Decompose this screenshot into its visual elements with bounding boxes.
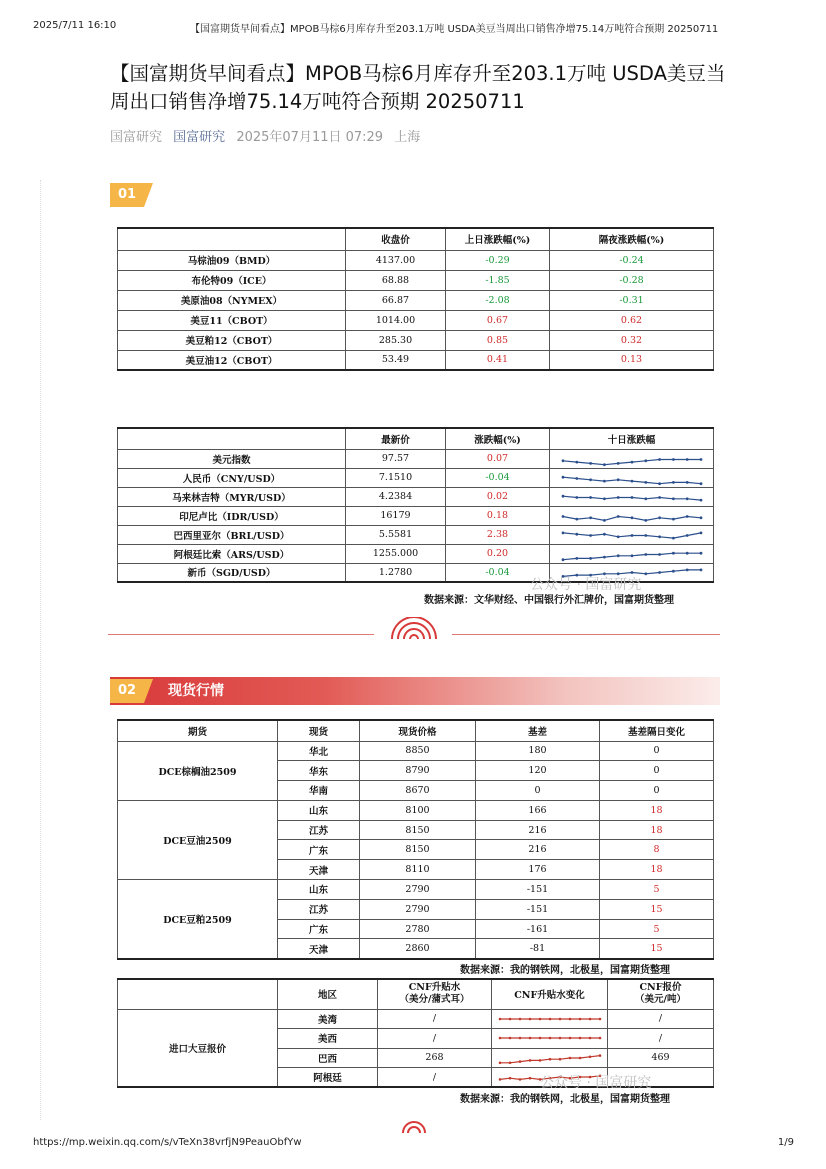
- premium-trend-point: [598, 1054, 601, 1057]
- futures-overnight-change-cell: 0.32: [550, 330, 714, 350]
- watermark-text: 公众号 · 国富研究: [530, 577, 642, 593]
- spot-basis-change-cell: 5: [600, 880, 714, 900]
- premium-trend-icon: [496, 1031, 604, 1045]
- fx-name-cell: 巴西里亚尔（BRL/USD）: [118, 525, 346, 544]
- futures-prev-change-cell: 0.41: [446, 350, 550, 370]
- futures-row: [118, 350, 714, 370]
- premium-trend-point: [518, 1037, 521, 1040]
- premium-trend-point: [528, 1059, 531, 1062]
- spot-basis-cell: 120: [476, 761, 600, 781]
- spot-contract-cell: DCE豆油2509: [118, 800, 278, 879]
- section-number-badge-2: 02: [110, 679, 144, 703]
- fx-name-cell: 印尼卢比（IDR/USD）: [118, 506, 346, 525]
- premium-trend-point: [588, 1037, 591, 1040]
- spot-header-basis: 基差: [476, 720, 600, 741]
- sparkline-point: [561, 531, 564, 534]
- premium-trend-point: [568, 1037, 571, 1040]
- sparkline-point: [644, 497, 647, 500]
- spot-region-cell: 华东: [278, 761, 360, 781]
- sparkline-point: [685, 551, 688, 554]
- futures-close-cell: 68.88: [346, 270, 446, 290]
- sparkline-point: [603, 555, 606, 558]
- premium-trend-point: [528, 1017, 531, 1020]
- page-left-guide: [40, 180, 41, 1120]
- spot-table: [117, 719, 714, 960]
- premium-trend-point: [568, 1017, 571, 1020]
- import-quote-cell: /: [608, 1009, 714, 1029]
- sparkline-point: [630, 516, 633, 519]
- sparkline-icon: [557, 508, 707, 524]
- sparkline-point: [575, 532, 578, 535]
- futures-name-cell: 马棕油09（BMD）: [118, 250, 346, 270]
- futures-name-cell: 美原油08（NYMEX）: [118, 290, 346, 310]
- fx-row: [118, 487, 714, 506]
- futures-header-overnight: 隔夜涨跌幅(%): [550, 228, 714, 250]
- spot-basis-cell: 216: [476, 840, 600, 860]
- print-page-number: 1/9: [777, 1137, 794, 1148]
- account-name-link[interactable]: 国富研究: [173, 130, 226, 145]
- print-url: https://mp.weixin.qq.com/s/vTeXn38vrfjN9PeauObfYw: [33, 1137, 302, 1148]
- sparkline-point: [616, 496, 619, 499]
- spot-contract-cell: DCE豆粕2509: [118, 880, 278, 959]
- futures-row: [118, 250, 714, 270]
- section-title: 现货行情: [168, 683, 224, 699]
- spot-row: [118, 741, 714, 761]
- divider-line-right: [452, 634, 720, 635]
- sparkline-point: [699, 531, 702, 534]
- fx-change-cell: 2.38: [446, 525, 550, 544]
- sparkline-point: [575, 477, 578, 480]
- import-header-cnf-quote: [608, 979, 714, 1009]
- fx-header-tenday: 十日涨跌幅: [550, 428, 714, 449]
- spot-basis-change-cell: 18: [600, 800, 714, 820]
- futures-table: [117, 227, 714, 371]
- premium-trend-point: [528, 1037, 531, 1040]
- sparkline-point: [685, 534, 688, 537]
- spot-basis-change-cell: 8: [600, 840, 714, 860]
- premium-trend-icon: [496, 1051, 604, 1065]
- import-region-cell: 阿根廷: [278, 1068, 378, 1088]
- sparkline-icon: [557, 527, 707, 543]
- fx-change-cell: -0.04: [446, 468, 550, 487]
- spot-basis-cell: 0: [476, 781, 600, 801]
- sparkline-point: [644, 481, 647, 484]
- spot-region-cell: 天津: [278, 860, 360, 880]
- premium-trend-point: [508, 1037, 511, 1040]
- fx-change-cell: 0.20: [446, 544, 550, 563]
- sparkline-point: [561, 558, 564, 561]
- sparkline-point: [589, 478, 592, 481]
- sparkline-point: [699, 458, 702, 461]
- sparkline-icon: [557, 451, 707, 467]
- futures-close-cell: 285.30: [346, 330, 446, 350]
- spot-region-cell: 江苏: [278, 820, 360, 840]
- spot-region-cell: 华南: [278, 781, 360, 801]
- sparkline-point: [575, 517, 578, 520]
- fx-sparkline-cell: [550, 506, 714, 525]
- sparkline-point: [589, 534, 592, 537]
- sparkline-point: [658, 571, 661, 574]
- spot-basis-change-cell: 15: [600, 939, 714, 959]
- fx-source-note: 数据来源：文华财经、中国银行外汇牌价，国富期货整理: [424, 595, 674, 606]
- sparkline-point: [603, 532, 606, 535]
- sparkline-point: [658, 458, 661, 461]
- sparkline-point: [575, 496, 578, 499]
- import-header-blank: [118, 979, 278, 1009]
- premium-trend-icon: [496, 1012, 604, 1026]
- premium-trend-point: [578, 1056, 581, 1059]
- sparkline-icon: [557, 546, 707, 562]
- spot-region-cell: 山东: [278, 800, 360, 820]
- spot-region-cell: 华北: [278, 741, 360, 761]
- import-quote-cell: /: [608, 1029, 714, 1049]
- sparkline-point: [603, 497, 606, 500]
- premium-trend-point: [538, 1037, 541, 1040]
- import-header-cnf-change: CNF升贴水变化: [492, 979, 608, 1009]
- fx-change-cell: -0.04: [446, 563, 550, 582]
- spot-price-cell: 8150: [360, 820, 476, 840]
- fx-table: [117, 427, 714, 583]
- sparkline-icon: [557, 489, 707, 505]
- sparkline-point: [685, 481, 688, 484]
- sparkline-point: [616, 462, 619, 465]
- premium-trend-point: [548, 1037, 551, 1040]
- premium-trend-point: [558, 1058, 561, 1061]
- import-header-region: 地区: [278, 979, 378, 1009]
- sparkline-point: [630, 479, 633, 482]
- section-number-badge: 01: [110, 183, 144, 207]
- spot-header-region: 现货: [278, 720, 360, 741]
- cloud-ornament-icon: [386, 617, 442, 641]
- spot-basis-cell: -151: [476, 899, 600, 919]
- premium-trend-point: [518, 1017, 521, 1020]
- sparkline-point: [644, 519, 647, 522]
- premium-trend-point: [598, 1017, 601, 1020]
- import-premium-cell: /: [378, 1068, 492, 1088]
- sparkline-point: [658, 516, 661, 519]
- fx-row: [118, 468, 714, 487]
- spot-source-note: 数据来源：我的钢铁网，北极星，国富期货整理: [460, 965, 670, 976]
- premium-trend-point: [598, 1037, 601, 1040]
- sparkline-point: [575, 460, 578, 463]
- cloud-ornament-icon-bottom: [400, 1117, 428, 1133]
- fx-row: [118, 525, 714, 544]
- futures-prev-change-cell: 0.67: [446, 310, 550, 330]
- premium-trend-point: [568, 1056, 571, 1059]
- fx-header-last: 最新价: [346, 428, 446, 449]
- divider-line-left: [108, 634, 374, 635]
- sparkline-point: [561, 459, 564, 462]
- fx-sparkline-cell: [550, 525, 714, 544]
- futures-overnight-change-cell: -0.31: [550, 290, 714, 310]
- article-meta: [110, 126, 427, 145]
- spot-price-cell: 8110: [360, 860, 476, 880]
- sparkline-point: [616, 515, 619, 518]
- sparkline-point: [699, 516, 702, 519]
- import-region-cell: 美西: [278, 1029, 378, 1049]
- fx-header-blank: [118, 428, 346, 449]
- futures-row: [118, 290, 714, 310]
- print-doc-title: 【国富期货早间看点】MPOB马棕6月库存升至203.1万吨 USDA美豆当周出口销售净增75.14万吨符合预期 20250711: [190, 24, 719, 35]
- fx-last-cell: 7.1510: [346, 468, 446, 487]
- fx-name-cell: 马来林吉特（MYR/USD）: [118, 487, 346, 506]
- spot-row: [118, 880, 714, 900]
- spot-basis-change-cell: 18: [600, 860, 714, 880]
- futures-close-cell: 1014.00: [346, 310, 446, 330]
- futures-close-cell: 53.49: [346, 350, 446, 370]
- import-label-cell: 进口大豆报价: [118, 1009, 278, 1087]
- fx-last-cell: 16179: [346, 506, 446, 525]
- futures-overnight-change-cell: 0.13: [550, 350, 714, 370]
- fx-last-cell: 97.57: [346, 449, 446, 468]
- fx-header-chg: 涨跌幅(%): [446, 428, 550, 449]
- futures-overnight-change-cell: 0.62: [550, 310, 714, 330]
- premium-trend-point: [558, 1037, 561, 1040]
- spot-basis-change-cell: 0: [600, 741, 714, 761]
- import-region-cell: 美湾: [278, 1009, 378, 1029]
- futures-header-blank: [118, 228, 346, 250]
- sparkline-point: [658, 482, 661, 485]
- print-header: [0, 20, 826, 36]
- futures-close-cell: 4137.00: [346, 250, 446, 270]
- sparkline-point: [658, 535, 661, 538]
- futures-close-cell: 66.87: [346, 290, 446, 310]
- spot-basis-cell: -81: [476, 939, 600, 959]
- import-header-cnf-premium-line2: （美分/蒲式耳）: [399, 994, 470, 1006]
- spot-price-cell: 8150: [360, 840, 476, 860]
- premium-trend-point: [558, 1017, 561, 1020]
- sparkline-point: [616, 554, 619, 557]
- sparkline-point: [699, 569, 702, 572]
- fx-last-cell: 1255.000: [346, 544, 446, 563]
- spot-basis-cell: -161: [476, 919, 600, 939]
- import-region-cell: 巴西: [278, 1048, 378, 1068]
- premium-trend-point: [508, 1061, 511, 1064]
- sparkline-point: [644, 553, 647, 556]
- sparkline-point: [589, 462, 592, 465]
- sparkline-point: [644, 459, 647, 462]
- sparkline-point: [630, 496, 633, 499]
- spot-basis-cell: 176: [476, 860, 600, 880]
- spot-price-cell: 2790: [360, 880, 476, 900]
- futures-prev-change-cell: 0.85: [446, 330, 550, 350]
- spot-basis-change-cell: 18: [600, 820, 714, 840]
- sparkline-point: [685, 497, 688, 500]
- sparkline-point: [672, 551, 675, 554]
- sparkline-point: [685, 458, 688, 461]
- sparkline-icon: [557, 470, 707, 486]
- futures-header-prev: 上日涨跌幅(%): [446, 228, 550, 250]
- spot-region-cell: 天津: [278, 939, 360, 959]
- sparkline-point: [630, 534, 633, 537]
- premium-trend-point: [548, 1017, 551, 1020]
- fx-name-cell: 美元指数: [118, 449, 346, 468]
- sparkline-point: [603, 463, 606, 466]
- import-source-note: 数据来源：我的钢铁网，北极星，国富期货整理: [460, 1094, 670, 1105]
- sparkline-point: [561, 515, 564, 518]
- sparkline-point: [630, 460, 633, 463]
- sparkline-point: [672, 497, 675, 500]
- import-change-sparkline-cell: [492, 1009, 608, 1029]
- premium-trend-point: [538, 1017, 541, 1020]
- sparkline-point: [658, 496, 661, 499]
- publish-location: 上海: [394, 130, 421, 145]
- premium-trend-point: [508, 1017, 511, 1020]
- spot-region-cell: 江苏: [278, 899, 360, 919]
- fx-change-cell: 0.18: [446, 506, 550, 525]
- premium-trend-point: [588, 1017, 591, 1020]
- spot-price-cell: 8790: [360, 761, 476, 781]
- sparkline-point: [561, 475, 564, 478]
- sparkline-point: [589, 516, 592, 519]
- premium-trend-point: [528, 1077, 531, 1080]
- sparkline-point: [672, 536, 675, 539]
- premium-trend-point: [578, 1017, 581, 1020]
- spot-header-contract: 期货: [118, 720, 278, 741]
- fx-row: [118, 506, 714, 525]
- premium-trend-point: [578, 1037, 581, 1040]
- import-change-sparkline-cell: [492, 1029, 608, 1049]
- print-date: 2025/7/11 16:10: [33, 20, 117, 31]
- sparkline-point: [685, 569, 688, 572]
- spot-basis-change-cell: 15: [600, 899, 714, 919]
- futures-name-cell: 美豆油12（CBOT）: [118, 350, 346, 370]
- spot-price-cell: 8850: [360, 741, 476, 761]
- premium-trend-point: [508, 1077, 511, 1080]
- sparkline-point: [561, 494, 564, 497]
- sparkline-point: [616, 478, 619, 481]
- futures-prev-change-cell: -1.85: [446, 270, 550, 290]
- sparkline-point: [603, 479, 606, 482]
- fx-sparkline-cell: [550, 449, 714, 468]
- premium-trend-point: [498, 1078, 501, 1081]
- sparkline-point: [589, 557, 592, 560]
- spot-basis-cell: 166: [476, 800, 600, 820]
- fx-last-cell: 1.2780: [346, 563, 446, 582]
- import-row: [118, 1009, 714, 1029]
- futures-prev-change-cell: -2.08: [446, 290, 550, 310]
- fx-last-cell: 5.5581: [346, 525, 446, 544]
- fx-row: [118, 449, 714, 468]
- sparkline-point: [603, 519, 606, 522]
- spot-basis-change-cell: 0: [600, 781, 714, 801]
- spot-row: [118, 800, 714, 820]
- spot-region-cell: 广东: [278, 840, 360, 860]
- spot-region-cell: 广东: [278, 919, 360, 939]
- watermark-text-2: 公众号 · 国富研究: [540, 1075, 652, 1091]
- import-change-sparkline-cell: [492, 1048, 608, 1068]
- sparkline-point: [644, 573, 647, 576]
- futures-header-close: 收盘价: [346, 228, 446, 250]
- sparkline-point: [658, 553, 661, 556]
- article-title: 【国富期货早间看点】MPOB马棕6月库存升至203.1万吨 USDA美豆当周出口销售净增75.14万吨符合预期 20250711: [110, 62, 726, 113]
- fx-sparkline-cell: [550, 487, 714, 506]
- fx-name-cell: 人民币（CNY/USD）: [118, 468, 346, 487]
- futures-overnight-change-cell: -0.28: [550, 270, 714, 290]
- spot-basis-cell: -151: [476, 880, 600, 900]
- fx-last-cell: 4.2384: [346, 487, 446, 506]
- fx-change-cell: 0.07: [446, 449, 550, 468]
- premium-trend-point: [548, 1058, 551, 1061]
- premium-trend-point: [498, 1037, 501, 1040]
- spot-price-cell: 8100: [360, 800, 476, 820]
- print-footer: [0, 1137, 826, 1153]
- import-premium-cell: 268: [378, 1048, 492, 1068]
- spot-header-basis-change: 基差隔日变化: [600, 720, 714, 741]
- sparkline-point: [575, 557, 578, 560]
- import-quote-cell: 469: [608, 1048, 714, 1068]
- spot-basis-cell: 180: [476, 741, 600, 761]
- sparkline-point: [699, 498, 702, 501]
- spot-price-cell: 2780: [360, 919, 476, 939]
- import-premium-cell: /: [378, 1029, 492, 1049]
- premium-trend-point: [498, 1061, 501, 1064]
- fx-name-cell: 新币（SGD/USD）: [118, 563, 346, 582]
- spot-basis-change-cell: 5: [600, 919, 714, 939]
- sparkline-point: [644, 534, 647, 537]
- sparkline-point: [589, 496, 592, 499]
- fx-change-cell: 0.02: [446, 487, 550, 506]
- sparkline-point: [630, 554, 633, 557]
- futures-row: [118, 330, 714, 350]
- spot-price-cell: 2860: [360, 939, 476, 959]
- spot-basis-change-cell: 0: [600, 761, 714, 781]
- sparkline-point: [672, 458, 675, 461]
- futures-row: [118, 310, 714, 330]
- spot-region-cell: 山东: [278, 880, 360, 900]
- fx-row: [118, 544, 714, 563]
- import-header-cnf-quote-line1: CNF报价: [639, 982, 682, 994]
- article-author: 国富研究: [110, 130, 163, 145]
- fx-sparkline-cell: [550, 468, 714, 487]
- premium-trend-point: [518, 1060, 521, 1063]
- spot-price-cell: 2790: [360, 899, 476, 919]
- import-premium-cell: /: [378, 1009, 492, 1029]
- fx-name-cell: 阿根廷比索（ARS/USD）: [118, 544, 346, 563]
- sparkline-point: [699, 551, 702, 554]
- futures-name-cell: 布伦特09（ICE）: [118, 270, 346, 290]
- sparkline-point: [672, 481, 675, 484]
- spot-basis-cell: 216: [476, 820, 600, 840]
- futures-overnight-change-cell: -0.24: [550, 250, 714, 270]
- premium-trend-point: [538, 1059, 541, 1062]
- premium-trend-point: [588, 1055, 591, 1058]
- spot-price-cell: 8670: [360, 781, 476, 801]
- premium-trend-point: [518, 1078, 521, 1081]
- sparkline-point: [699, 482, 702, 485]
- sparkline-point: [672, 570, 675, 573]
- futures-row: [118, 270, 714, 290]
- futures-name-cell: 美豆11（CBOT）: [118, 310, 346, 330]
- sparkline-point: [685, 515, 688, 518]
- premium-trend-point: [498, 1017, 501, 1020]
- futures-prev-change-cell: -0.29: [446, 250, 550, 270]
- import-header-cnf-premium-line1: CNF升贴水: [408, 982, 461, 994]
- import-header-cnf-premium: [378, 979, 492, 1009]
- publish-datetime: 2025年07月11日 07:29: [236, 130, 384, 145]
- sparkline-point: [616, 535, 619, 538]
- futures-name-cell: 美豆粕12（CBOT）: [118, 330, 346, 350]
- spot-contract-cell: DCE棕榈油2509: [118, 741, 278, 800]
- import-header-cnf-quote-line2: （美元/吨）: [635, 994, 686, 1006]
- spot-header-price: 现货价格: [360, 720, 476, 741]
- fx-sparkline-cell: [550, 544, 714, 563]
- sparkline-point: [672, 517, 675, 520]
